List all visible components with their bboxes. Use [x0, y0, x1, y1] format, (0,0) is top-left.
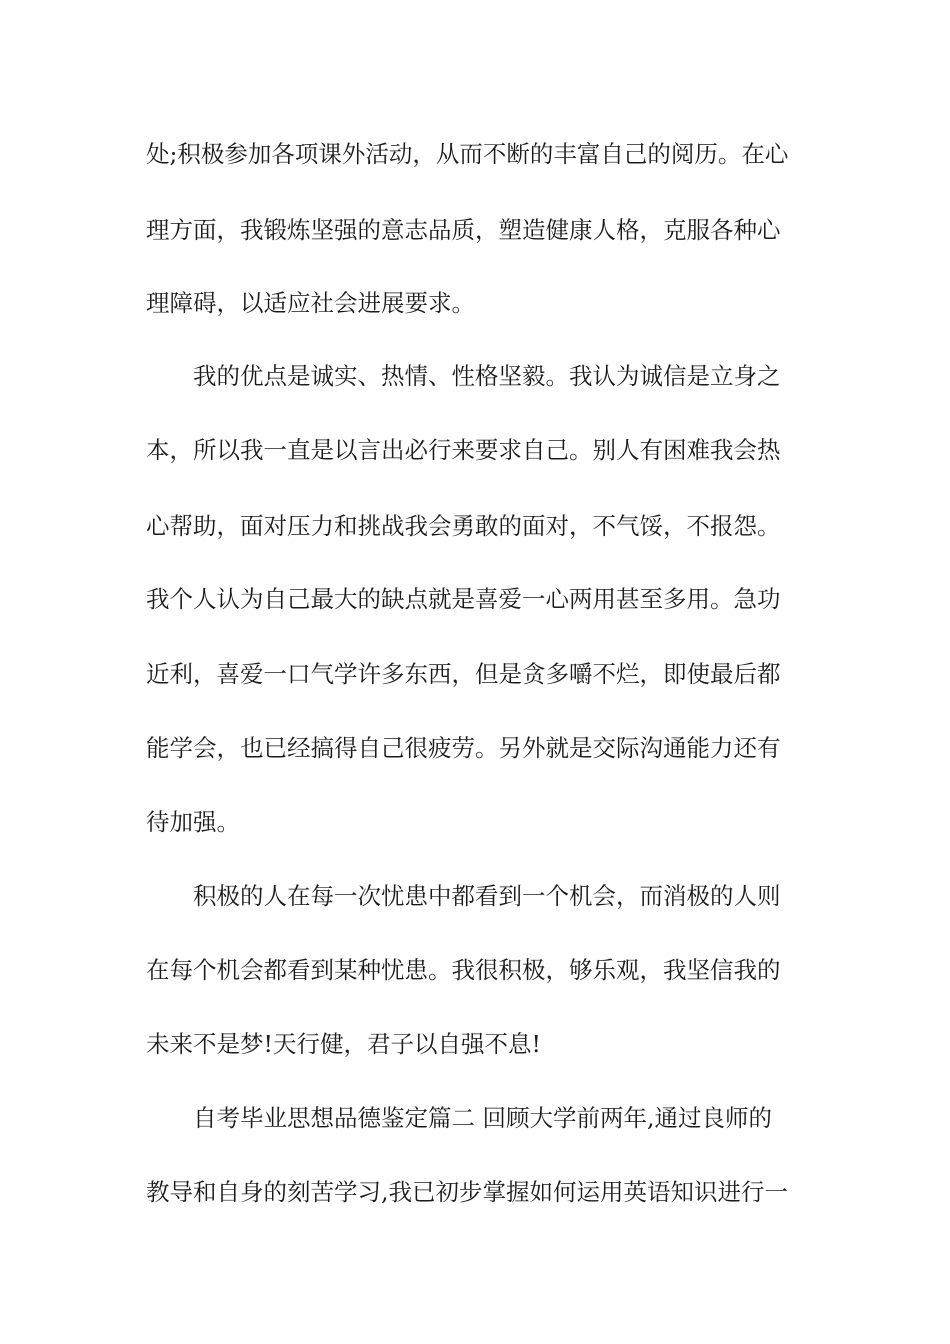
text-line: 处;积极参加各项课外活动，从而不断的丰富自己的阅历。在心 [146, 140, 789, 168]
text-line: 能学会，也已经搞得自己很疲劳。另外就是交际沟通能力还有 [146, 734, 781, 762]
paragraph-first-line: 我的优点是诚实、热情、性格坚毅。我认为诚信是立身之 [193, 362, 781, 390]
text-line: 理方面，我锻炼坚强的意志品质，塑造健康人格，克服各种心 [146, 216, 781, 244]
text-line: 在每个机会都看到某种忧患。我很积极，够乐观，我坚信我的 [146, 956, 781, 984]
text-line: 教导和自身的刻苦学习,我已初步掌握如何运用英语知识进行一 [146, 1178, 788, 1206]
text-line: 近利，喜爱一口气学许多东西，但是贪多嚼不烂，即使最后都 [146, 660, 781, 688]
paragraph-first-line: 积极的人在每一次忧患中都看到一个机会，而消极的人则 [193, 882, 781, 910]
text-line: 未来不是梦!天行健，君子以自强不息! [146, 1030, 541, 1058]
section-heading-line: 自考毕业思想品德鉴定篇二 回顾大学前两年,通过良师的 [193, 1104, 772, 1132]
text-line: 心帮助，面对压力和挑战我会勇敢的面对，不气馁，不报怨。 [146, 512, 781, 540]
text-line: 理障碍，以适应社会进展要求。 [146, 289, 475, 317]
text-line: 我个人认为自己最大的缺点就是喜爱一心两用甚至多用。急功 [146, 585, 781, 613]
text-line: 本，所以我一直是以言出必行来要求自己。别人有困难我会热 [146, 436, 781, 464]
text-line: 待加强。 [146, 808, 240, 836]
